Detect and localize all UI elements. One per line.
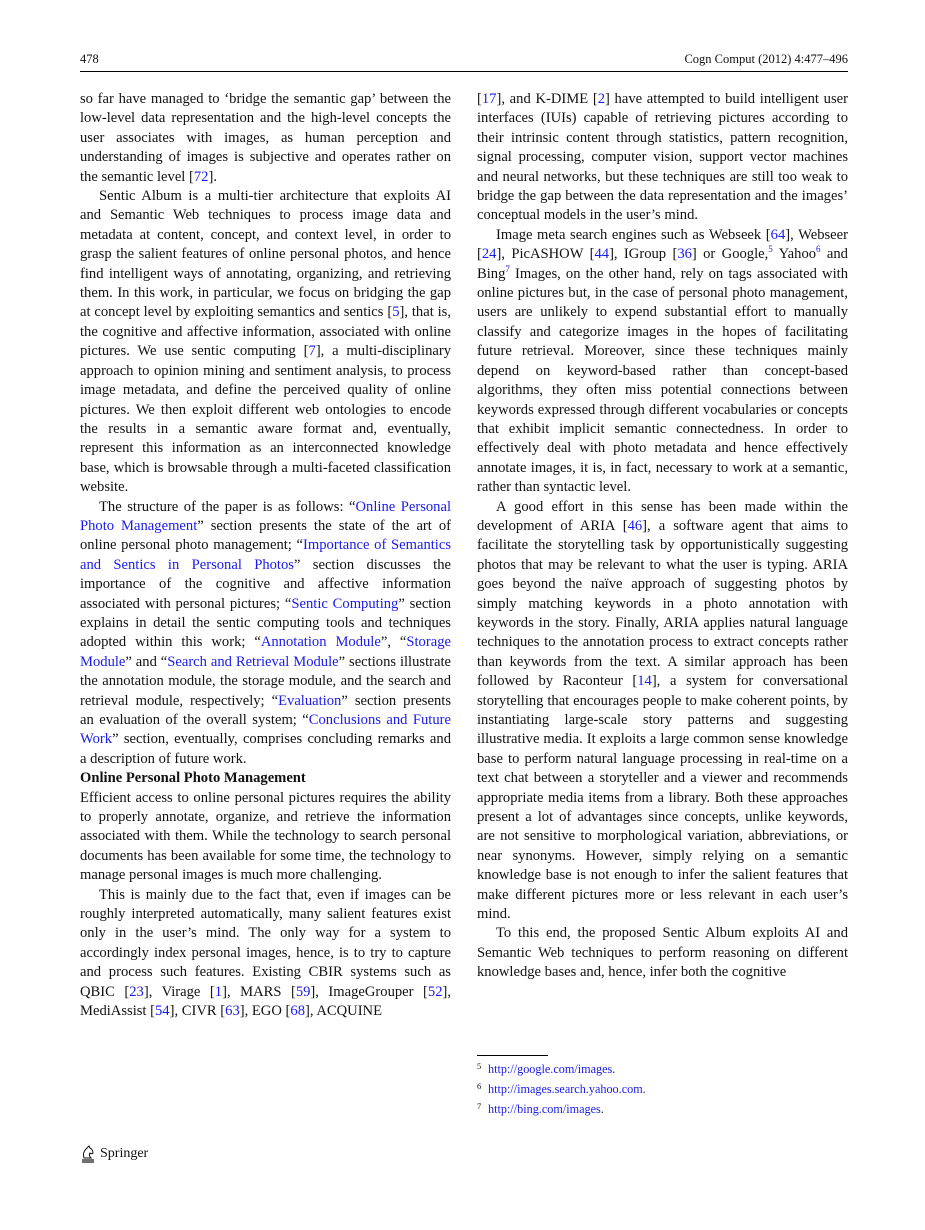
citation-link[interactable]: 59 [295,983,311,1000]
citation-link[interactable]: 68 [290,1003,305,1020]
citation-link[interactable]: 7 [308,343,316,360]
paragraph: [17], and K-DIME [2] have attempted to build intelligent user interfaces (IUIs) capable of retrieving pictures according to their intrinsic content through statistics, pattern recognition, signal processing, computer vision, support vector machines and neural networks, but these techniques are still too weak to bridge the gap between the data representation and the images’ conceptual models in the user’s mind. [477,91,848,224]
footnote: 6 http://images.search.yahoo.com . [477,1080,646,1100]
running-header [80,50,848,72]
footnote-rule [477,1055,548,1056]
section-heading: Online Personal Photo Management [80,770,306,787]
left-column [80,90,451,1022]
citation-link[interactable]: 17 [481,91,497,107]
paragraph: Sentic Album is a multi-tier architecture that exploits AI and Semantic Web techniques to process image data and metadata at content, concept, and context level, in order to grasp the salient features of online personal photos, and hence find intelligent ways of annotating, organizing, and retrieving them. In this work, in particular, we focus on bridging the gap at concept level by exploiting semantics and sentics [5], that is, the cognitive and affective information, associated with online pictures. We use sentic computing [7], a multi-disciplinary approach to opinion mining and sentiment analysis, to process image metadata, and define the perceived quality of online pictures. We then exploit different web ontologies to encode the results in a semantic aware format and, eventually, represent this information as an interconnected knowledge base, which is browsable through a multi-faceted classification website. [80,188,451,496]
citation-link[interactable]: 72 [193,168,209,185]
citation-link[interactable]: 23 [129,983,144,1000]
citation-link[interactable]: 36 [677,246,692,263]
section-link[interactable]: Importance of Semantics and Sentics in Personal Photos [80,537,452,573]
footnote-marker[interactable]: 6 [816,244,821,255]
citation-link[interactable]: 54 [155,1003,170,1020]
citation-link[interactable]: 52 [427,983,443,1000]
citation-link[interactable]: 24 [481,246,497,263]
citation-link[interactable]: 5 [392,304,400,321]
citation-link[interactable]: 46 [627,517,643,534]
paragraph: To this end, the proposed Sentic Album exploits AI and Semantic Web techniques to perform reasoning on different knowledge bases and, hence, infer both the cognitive [477,925,848,981]
paragraph: The structure of the paper is as follows: “Online Personal Photo Management” section presents the state of the art of online personal photo management; “Importance of Semantics and Sentics in Personal Photos” section discusses the importance of the cognitive and affective information associated with personal pictures; “Sentic Computing” section explains in detail the sentic computing tools and techniques adopted within this work; “Annotation Module”, “Storage Module” and “Search and Retrieval Module” sections illustrate the annotation module, the storage module, and the search and retrieval module, respectively; “Evaluation” section presents an evaluation of the overall system; “Conclusions and Future Work” section, eventually, comprises concluding remarks and a description of future work. [80,498,452,767]
footnote-url[interactable]: http://images.search.yahoo.com [488,1082,643,1096]
paragraph: Image meta search engines such as Webseek [64], Webseer [24], PicASHOW [44], IGroup [36] or Google,$^5$ Yahoo$^6$ and Bing$^7$ Images, on the other hand, rely on tags associated with online pictures but, in the case of personal photo management, users are unlikely to expend substantial effort to manually classify and categorize images in the hopes of facilitating future retrieval. Moreover, since these techniques mainly depend on keyword-based rather than concept-based algorithms, they often miss potential connections between keywords expressed through different vocabularies or concepts that exhibit implicit semantic connectedness. In order to effectively deal with photo metadata and hence effectively annotate images, it is, in fact, necessary to work at a semantic, rather than syntactic level. [477,226,848,496]
citation-link[interactable]: 64 [770,226,786,243]
footnote-marker[interactable]: 5 [768,244,773,255]
footnote-marker[interactable]: 7 [505,263,510,274]
citation-link[interactable]: 63 [225,1003,240,1020]
citation-link[interactable]: 14 [637,673,652,690]
citation-link[interactable]: 2 [597,91,605,107]
section-link[interactable]: Storage Module [80,634,451,670]
section-link[interactable]: Conclusions and Future Work [80,712,451,748]
paragraph: so far have managed to ‘bridge the semantic gap’ between the low-level data representation and the high-level concepts the user associates with images, as human perception and understanding of images is subjective and operates rather on the semantic level [72]. [80,91,451,185]
page-number: 478 [80,52,99,66]
right-column [477,90,848,983]
footnote: 5 http://google.com/images . [477,1060,646,1080]
footnote-url[interactable]: http://google.com/images [488,1062,613,1076]
citation-link[interactable]: 1 [214,983,223,1000]
publisher-name: Springer [100,1146,149,1161]
header-rule [80,71,848,72]
citation-link[interactable]: 44 [594,246,610,263]
section-link[interactable]: Online Personal Photo Management [80,498,451,534]
journal-citation: Cogn Comput (2012) 4:477–496 [684,52,848,66]
springer-horse-icon [80,1145,96,1163]
publisher-footer [80,1145,148,1163]
section-link[interactable]: Evaluation [278,692,342,709]
section-link[interactable]: Sentic Computing [291,595,399,612]
footnotes [477,1060,646,1120]
footnote: 7 http://bing.com/images . [477,1100,646,1120]
paragraph: A good effort in this sense has been made within the development of ARIA [46], a software agent that aims to facilitate the storytelling task by opportunistically suggesting photos that may be relevant to what the user is typing. ARIA goes beyond the naïve approach of suggesting photos by simply matching keywords in a photo annotation with keywords in the story. Finally, ARIA applies natural language techniques to the annotation process to extract concepts rather than keywords from the text. A similar approach has been followed by Raconteur [14], a system for conversational storytelling that encourages people to make coherent points, by instantiating large-scale story patterns and suggesting illustrative media. It exploits a large common sense knowledge base to perform natural language processing in real-time on a text chat between a storyteller and a viewer and recommends appropriate media items from a library. Both these approaches present a lot of advantages since concepts, unlike keywords, are not sensitive to morphological variation, abbreviations, or near synonyms. However, simply relying on a semantic knowledge base is not enough to infer the salient features that make different pictures more or less relevant in each user’s mind. [477,498,848,923]
section-link[interactable]: Search and Retrieval Module [167,653,339,670]
footnote-url[interactable]: http://bing.com/images [488,1102,601,1116]
paragraph: This is mainly due to the fact that, even if images can be roughly interpreted automatically, many salient features exist only in the user’s mind. The only way for a system to accordingly index personal images, hence, is to try to capture and process such features. Existing CBIR systems such as QBIC [23], Virage [1], MARS [59], ImageGrouper [52], MediAssist [54], CIVR [63], EGO [68], ACQUINE [80,886,451,1020]
section-link[interactable]: Annotation Module [260,634,381,651]
paragraph: Efficient access to online personal pictures requires the ability to properly annotate, organize, and retrieve the information associated with them. While the technology to search personal documents has been available for some time, the technology to manage personal images is much more challenging. [80,789,451,884]
